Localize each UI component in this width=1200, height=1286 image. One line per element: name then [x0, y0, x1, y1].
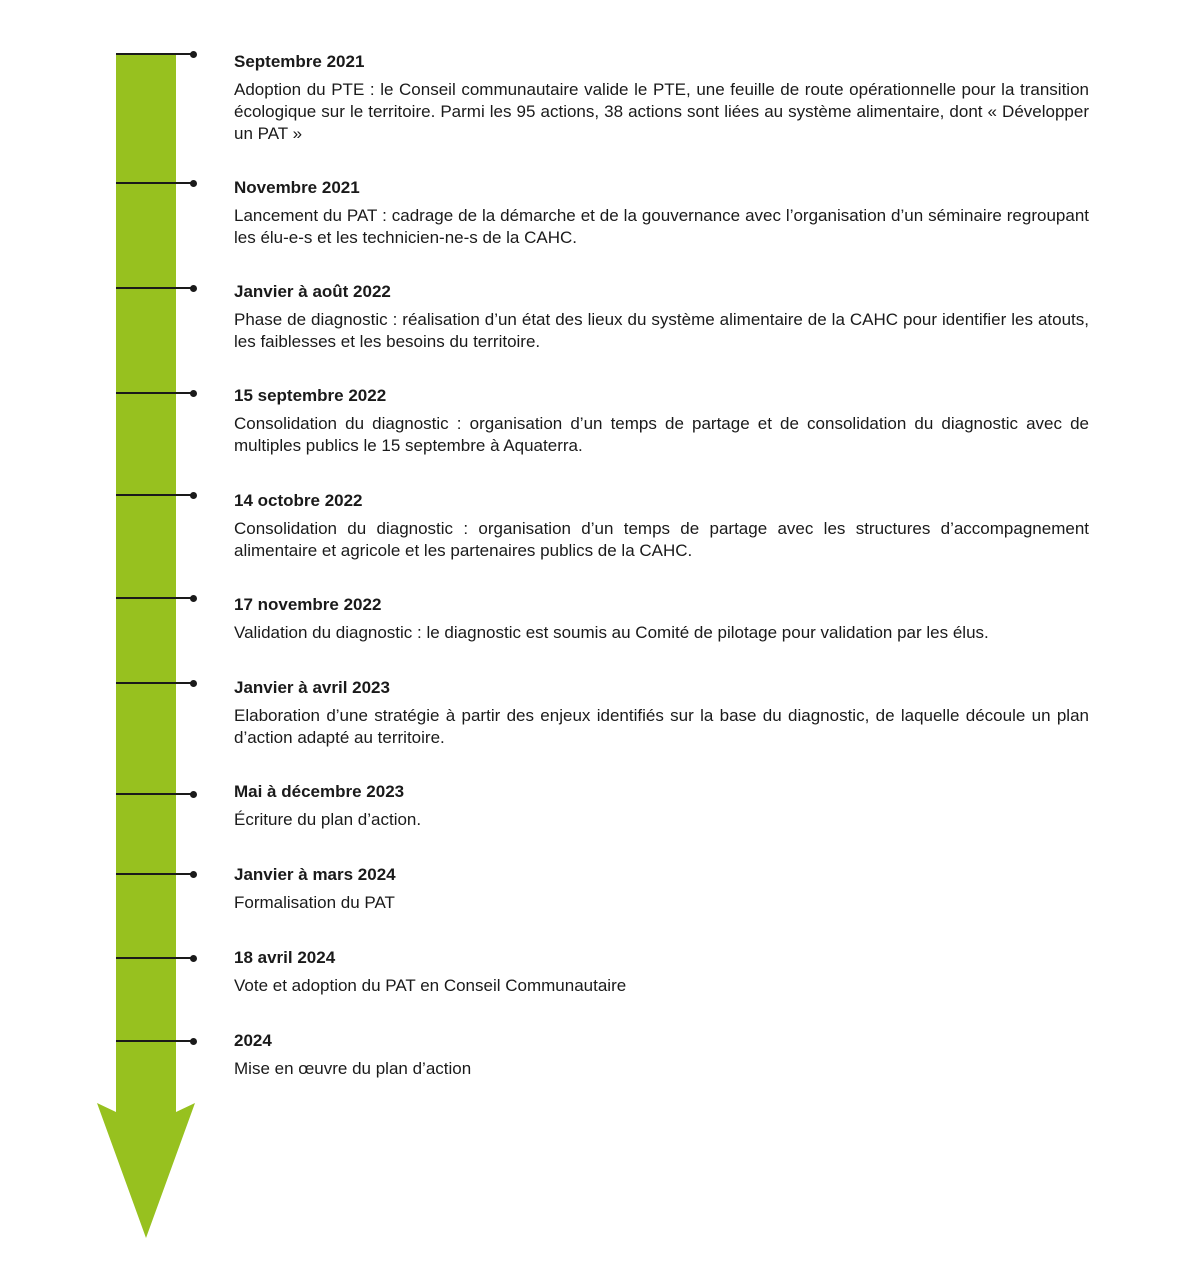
entry-description: Lancement du PAT : cadrage de la démarche et de la gouvernance avec l’organisation d’un séminaire regroupant les élu-e-s et les technicien-ne-s de la CAHC. [234, 206, 1089, 247]
timeline-entry [234, 491, 1089, 562]
tick-dot [190, 51, 197, 58]
entry-date: 15 septembre 2022 [234, 386, 387, 405]
tick-line [116, 53, 193, 55]
entry-description: Écriture du plan d’action. [234, 810, 422, 829]
tick-line [116, 182, 193, 184]
tick-dot [190, 791, 197, 798]
entry-date: 18 avril 2024 [234, 948, 336, 967]
tick-line [116, 392, 193, 394]
tick-dot [190, 1038, 197, 1045]
timeline-arrow [0, 0, 200, 1286]
tick-line [116, 287, 193, 289]
timeline-arrow-shape [97, 55, 195, 1238]
entry-date: 14 octobre 2022 [234, 491, 363, 510]
entry-date: Mai à décembre 2023 [234, 782, 405, 801]
tick-line [116, 494, 193, 496]
tick-line [116, 1040, 193, 1042]
tick-dot [190, 595, 197, 602]
tick-dot [190, 955, 197, 962]
entry-description: Validation du diagnostic : le diagnostic est soumis au Comité de pilotage pour validation par les élus. [234, 623, 989, 642]
tick-line [116, 957, 193, 959]
timeline-entry [234, 282, 1089, 353]
tick-dot [190, 285, 197, 292]
tick-dot [190, 871, 197, 878]
entry-date: Janvier à avril 2023 [234, 678, 390, 697]
tick-dot [190, 492, 197, 499]
timeline-entry [234, 52, 1089, 145]
tick-line [116, 873, 193, 875]
entry-description: Vote et adoption du PAT en Conseil Communautaire [234, 976, 627, 995]
tick-dot [190, 680, 197, 687]
entry-description: Formalisation du PAT [234, 893, 395, 912]
tick-line [116, 793, 193, 795]
timeline-entry [234, 678, 1089, 749]
tick-line [116, 597, 193, 599]
entry-date: 17 novembre 2022 [234, 595, 382, 614]
entry-date: Septembre 2021 [234, 52, 365, 71]
timeline-entry [234, 865, 1089, 914]
entry-description: Adoption du PTE : le Conseil communautaire valide le PTE, une feuille de route opérationnelle pour la transition écologique sur le territoire. Parmi les 95 actions, 38 actions sont liées au système alimentaire, dont « Développer un PAT » [234, 80, 1089, 143]
timeline-entry [234, 386, 1089, 457]
entry-description: Elaboration d’une stratégie à partir des enjeux identifiés sur la base du diagnostic, de laquelle découle un plan d’action adapté au territoire. [234, 706, 1089, 747]
timeline-entry [234, 595, 1089, 644]
timeline-entry [234, 782, 1089, 831]
entry-description: Consolidation du diagnostic : organisation d’un temps de partage avec les structures d’accompagnement alimentaire et agricole et les partenaires publics de la CAHC. [234, 519, 1089, 560]
tick-line [116, 682, 193, 684]
entry-description: Consolidation du diagnostic : organisation d’un temps de partage et de consolidation du diagnostic avec de multiples publics le 15 septembre à Aquaterra. [234, 414, 1089, 455]
entry-description: Mise en œuvre du plan d’action [234, 1059, 472, 1078]
tick-dot [190, 390, 197, 397]
tick-dot [190, 180, 197, 187]
timeline-entry [234, 948, 1089, 997]
entry-description: Phase de diagnostic : réalisation d’un état des lieux du système alimentaire de la CAHC pour identifier les atouts, les faiblesses et les besoins du territoire. [234, 310, 1089, 351]
entry-date: Janvier à août 2022 [234, 282, 391, 301]
timeline-entry [234, 178, 1089, 249]
entry-date: Novembre 2021 [234, 178, 360, 197]
timeline-entry [234, 1031, 1089, 1080]
entry-date: 2024 [234, 1031, 272, 1050]
entry-date: Janvier à mars 2024 [234, 865, 396, 884]
